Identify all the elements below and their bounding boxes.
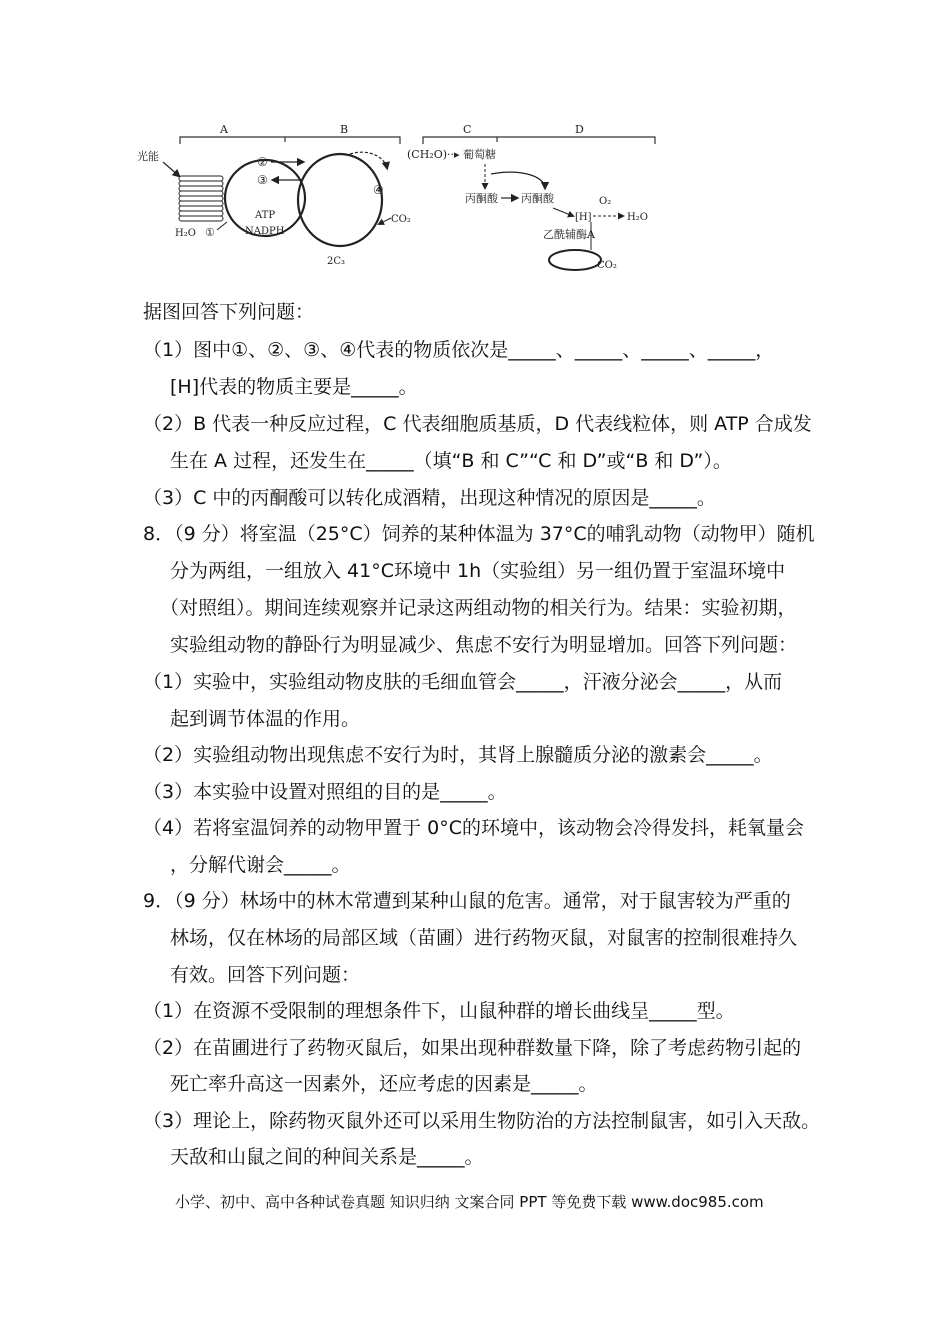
h2o-left-label: H₂O xyxy=(175,228,196,239)
o2-label: O₂ xyxy=(599,196,612,207)
q9-stem-line1: 9．（9 分）林场中的林木常遭到某种山鼠的危害。通常，对于鼠害较为严重的 xyxy=(143,890,791,912)
light-reaction-cycle xyxy=(225,160,305,236)
q8-stem-line1: 8．（9 分）将室温（25°C）饲养的某种体温为 37°C的哺乳动物（动物甲）随机 xyxy=(143,523,815,545)
q9-1-line: （1）在资源不受限制的理想条件下，山鼠种群的增长曲线呈_____型。 xyxy=(143,1000,735,1022)
q9-2-line2: 死亡率升高这一因素外，还应考虑的因素是_____。 xyxy=(170,1073,598,1095)
q8-1-line1: （1）实验中，实验组动物皮肤的毛细血管会_____，汗液分泌会_____，从而 xyxy=(143,671,783,693)
pyruvate-d-label: 丙酮酸 xyxy=(521,192,554,205)
nadph-label: NADPH xyxy=(245,226,285,237)
q8-1-line2: 起到调节体温的作用。 xyxy=(170,708,361,730)
q7-2-line1: （2）B 代表一种反应过程，C 代表细胞质基质，D 代表线粒体，则 ATP 合成发 xyxy=(143,413,812,435)
atp-label: ATP xyxy=(255,210,276,221)
c3-label: 2C₃ xyxy=(327,256,346,267)
pyruvate-c-label: 丙酮酸 xyxy=(465,192,498,205)
q9-stem-line3: 有效。回答下列问题： xyxy=(170,964,361,986)
calvin-cycle xyxy=(298,154,382,246)
co2-d-label: CO₂ xyxy=(597,260,617,271)
q7-2-line2: 生在 A 过程，还发生在_____（填“B 和 C”“C 和 D”或“B 和 D”）。 xyxy=(170,450,732,472)
section-label-c: C xyxy=(463,123,472,136)
q7-1-line1: （1）图中①、②、③、④代表的物质依次是_____、_____、_____、_____， xyxy=(143,339,775,361)
circle-2-label: ② xyxy=(257,155,268,169)
q8-stem-line3: （对照组）。期间连续观察并记录这两组动物的相关行为。结果：实验初期， xyxy=(160,597,797,619)
q7-1-line2: [H]代表的物质主要是_____。 xyxy=(170,376,418,398)
light-label: 光能 xyxy=(137,150,159,163)
footer-text: 小学、初中、高中各种试卷真题 知识归纳 文案合同 PPT 等免费下载 www.doc985.com xyxy=(175,1193,764,1211)
h2o-right-label: H₂O xyxy=(627,212,648,223)
ch2o-glucose-label: (CH₂O)··▸ 葡萄糖 xyxy=(407,148,497,161)
q9-stem-line2: 林场，仅在林场的局部区域（苗圃）进行药物灭鼠，对鼠害的控制很难持久 xyxy=(170,927,798,949)
h-label: [H] xyxy=(575,212,592,223)
thylakoid-stack xyxy=(179,176,223,221)
q9-2-line1: （2）在苗圃进行了药物灭鼠后，如果出现种群数量下降，除了考虑药物引起的 xyxy=(143,1037,802,1059)
q9-3-line2: 天敌和山鼠之间的种间关系是_____。 xyxy=(170,1146,484,1168)
section-label-d: D xyxy=(575,123,584,136)
q8-3-line: （3）本实验中设置对照组的目的是_____。 xyxy=(143,781,507,803)
section-label-a: A xyxy=(220,123,228,136)
circle-3-label: ③ xyxy=(257,173,268,187)
circle-4-label: ④ xyxy=(373,183,384,197)
q7-3-line: （3）C 中的丙酮酸可以转化成酒精，出现这种情况的原因是_____。 xyxy=(143,487,716,509)
section-label-b: B xyxy=(340,123,349,136)
q8-4-line2: ，分解代谢会_____。 xyxy=(170,854,351,876)
section-brackets xyxy=(180,137,655,144)
q9-3-line1: （3）理论上，除药物灭鼠外还可以采用生物防治的方法控制鼠害，如引入天敌。 xyxy=(143,1110,821,1132)
q8-2-line: （2）实验组动物出现焦虑不安行为时，其肾上腺髓质分泌的激素会_____。 xyxy=(143,744,773,766)
citric-acid-cycle xyxy=(549,250,601,270)
circle-1-label: ① xyxy=(205,226,215,239)
prompt-line: 据图回答下列问题： xyxy=(143,301,315,323)
q8-stem-line4: 实验组动物的静卧行为明显减少、焦虑不安行为明显增加。回答下列问题： xyxy=(170,634,798,656)
q8-stem-line2: 分为两组，一组放入 41°C环境中 1h（实验组）另一组仍置于室温环境中 xyxy=(170,560,786,582)
co2-b-label: CO₂ xyxy=(391,214,411,225)
acetyl-coa-label: 乙酰辅酶A xyxy=(543,228,595,241)
photosynthesis-respiration-diagram xyxy=(135,118,665,278)
q8-4-line1: （4）若将室温饲养的动物甲置于 0°C的环境中，该动物会冷得发抖，耗氧量会 xyxy=(143,817,804,839)
